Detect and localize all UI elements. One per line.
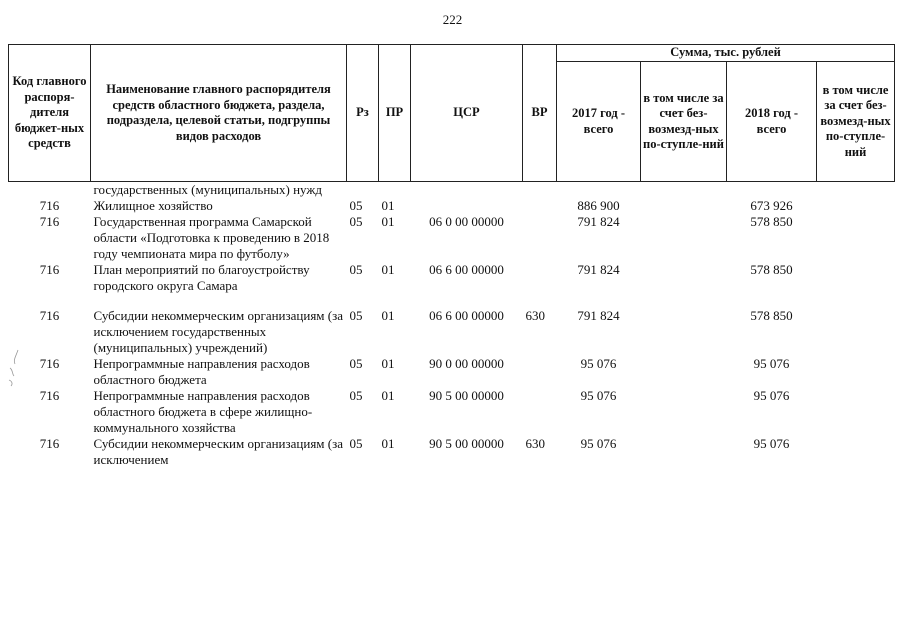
cell-sum-2018: 95 076 (753, 436, 790, 451)
table-row (9, 198, 895, 214)
header-incl-2018: в том числе за счет без-возмезд-ных по-ступле-ний (817, 62, 895, 182)
header-csr: ЦСР (411, 45, 523, 182)
header-pr: ПР (379, 45, 411, 182)
cell-incl-2017 (641, 388, 727, 436)
cell-pr: 01 (381, 388, 395, 403)
page-number: 222 (442, 12, 463, 27)
cell-vr (523, 262, 557, 294)
cell-incl-2017 (641, 356, 727, 388)
margin-pencil-mark (4, 348, 26, 388)
table-header (9, 45, 895, 182)
table-row (9, 436, 895, 468)
header-vr: ВР (523, 45, 557, 182)
header-name: Наименование главного распорядителя средств областного бюджета, раздела, подраздела, целевой статьи, подгруппы видов расходов (91, 45, 347, 182)
cell-rz: 05 (349, 308, 363, 323)
cell-code: 716 (39, 262, 60, 277)
cell-rz: 05 (349, 356, 363, 371)
cell-code (9, 182, 91, 199)
cell-pr: 01 (381, 214, 395, 229)
cell-code: 716 (39, 356, 60, 371)
cell-name: Государственная программа Самарской области «Подготовка к проведению в 2018 году чемпионата мира по футболу» (93, 214, 330, 261)
cell-sum-2017: 95 076 (580, 356, 617, 371)
cell-incl-2017 (641, 262, 727, 294)
cell-pr: 01 (381, 308, 395, 323)
cell-code: 716 (39, 388, 60, 403)
cell-pr: 01 (381, 198, 395, 213)
cell-rz: 05 (349, 262, 363, 277)
cell-sum-2018: 578 850 (750, 308, 793, 323)
header-sum-2018: 2018 год - всего (727, 62, 817, 182)
cell-incl-2018 (817, 182, 895, 199)
cell-rz: 05 (349, 198, 363, 213)
cell-sum-2017: 791 824 (577, 262, 620, 277)
budget-table (8, 44, 895, 468)
cell-csr: 06 6 00 00000 (429, 262, 504, 277)
cell-code: 716 (39, 214, 60, 229)
cell-sum-2017: 95 076 (580, 388, 617, 403)
cell-sum-2018: 95 076 (753, 356, 790, 371)
cell-rz: 05 (349, 388, 363, 403)
cell-pr (379, 182, 411, 199)
header-code: Код главного распоря-дителя бюджет-ных средств (9, 45, 91, 182)
cell-sum-2018: 578 850 (750, 214, 793, 229)
cell-sum-2018 (727, 182, 817, 199)
cell-incl-2017 (641, 198, 727, 214)
cell-csr: 90 0 00 00000 (429, 356, 504, 371)
cell-sum-2018: 578 850 (750, 262, 793, 277)
header-rz: Рз (347, 45, 379, 182)
cell-csr (411, 182, 523, 199)
cell-csr: 06 0 00 00000 (429, 214, 504, 229)
header-sum: Сумма, тыс. рублей (557, 45, 895, 62)
cell-pr: 01 (381, 262, 395, 277)
cell-vr (523, 388, 557, 436)
cell-csr: 90 5 00 00000 (429, 436, 504, 451)
cell-pr: 01 (381, 356, 395, 371)
cell-sum-2017: 791 824 (577, 308, 620, 323)
cell-name: государственных (муниципальных) нужд (93, 182, 322, 197)
table-body (9, 182, 895, 469)
cell-vr: 630 (525, 308, 545, 323)
cell-name: План мероприятий по благоустройству городского округа Самара (93, 262, 310, 293)
cell-incl-2017 (641, 308, 727, 356)
cell-code: 716 (39, 436, 60, 451)
cell-incl-2018 (817, 356, 895, 388)
cell-sum-2017: 886 900 (577, 198, 620, 213)
cell-name: Субсидии некоммерческим организациям (за исключением (93, 436, 344, 467)
cell-incl-2017 (641, 436, 727, 468)
cell-incl-2017 (641, 182, 727, 199)
cell-incl-2018 (817, 262, 895, 294)
cell-vr (523, 356, 557, 388)
table-row (9, 388, 895, 436)
cell-csr: 90 5 00 00000 (429, 388, 504, 403)
cell-csr (411, 198, 523, 214)
cell-name: Непрограммные направления расходов областного бюджета (93, 356, 310, 387)
cell-incl-2018 (817, 214, 895, 262)
cell-incl-2018 (817, 198, 895, 214)
cell-name: Субсидии некоммерческим организациям (за исключением государственных (муниципальных) учреждений) (93, 308, 344, 355)
cell-sum-2018: 673 926 (750, 198, 793, 213)
cell-vr (523, 198, 557, 214)
header-incl-2017: в том числе за счет без-возмезд-ных по-ступле-ний (641, 62, 727, 182)
cell-csr: 06 6 00 00000 (429, 308, 504, 323)
cell-incl-2018 (817, 436, 895, 468)
table-row (9, 262, 895, 294)
cell-rz (347, 182, 379, 199)
cell-vr: 630 (525, 436, 545, 451)
cell-sum-2017: 791 824 (577, 214, 620, 229)
cell-sum-2018: 95 076 (753, 388, 790, 403)
cell-rz: 05 (349, 214, 363, 229)
table-row (9, 214, 895, 262)
cell-code: 716 (39, 308, 60, 323)
cell-vr (523, 214, 557, 262)
cell-rz: 05 (349, 436, 363, 451)
cell-name: Непрограммные направления расходов областного бюджета в сфере жилищно-коммунального хозяйства (93, 388, 313, 435)
header-sum-2017: 2017 год - всего (557, 62, 641, 182)
table-row (9, 182, 895, 199)
cell-name: Жилищное хозяйство (93, 198, 213, 213)
cell-pr: 01 (381, 436, 395, 451)
cell-incl-2018 (817, 308, 895, 356)
cell-sum-2017 (557, 182, 641, 199)
cell-incl-2018 (817, 388, 895, 436)
table-row (9, 356, 895, 388)
table-row (9, 308, 895, 356)
cell-sum-2017: 95 076 (580, 436, 617, 451)
cell-code: 716 (39, 198, 60, 213)
cell-incl-2017 (641, 214, 727, 262)
cell-vr (523, 182, 557, 199)
